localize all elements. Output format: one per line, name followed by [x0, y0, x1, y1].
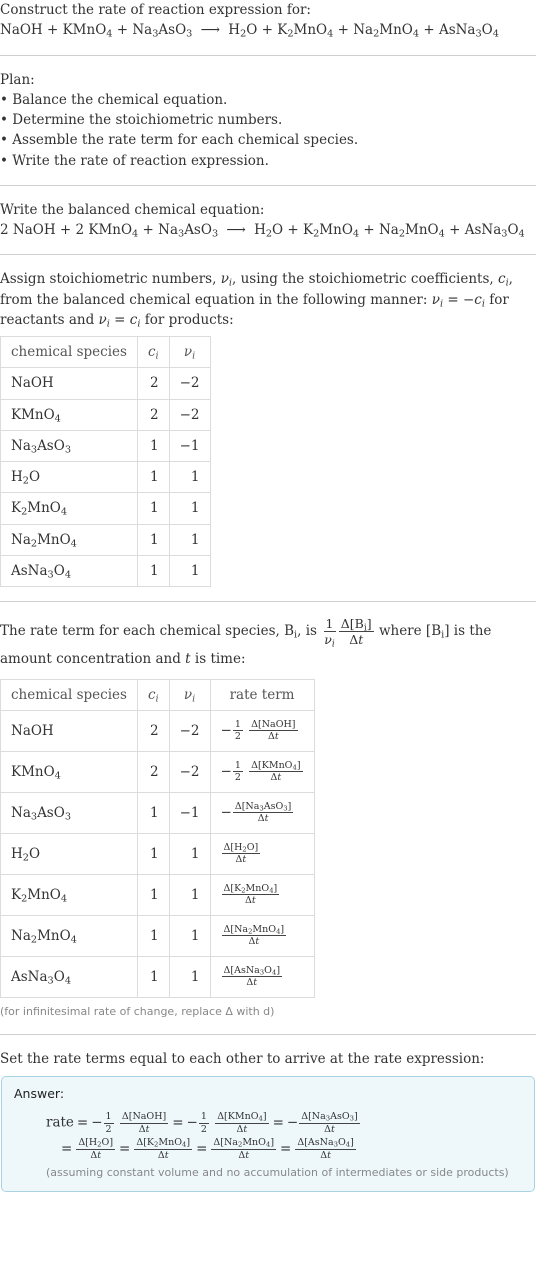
stoich-table: [0, 336, 211, 587]
rate-terms-table: [0, 679, 315, 998]
c-cell: 1: [137, 524, 169, 555]
plan-step: • Determine the stoichiometric numbers.: [0, 110, 536, 130]
balanced-equation: 2 NaOH + 2 KMnO$_4$ + $Na_3AsO_3$ ⟶ $H_2O + K_2MnO_4 + Na_2MnO_4$ + $AsNa_3O_4$: [0, 222, 525, 240]
rate-terms-text: The rate term for each chemical species, $B_i$, is $\frac{1}{\nu_i}$ $\frac{\Delta[B_i]}{\Delta t}$ where $[B_i]$ is the amount concentration and t is time:: [0, 616, 492, 667]
v-cell: −1: [169, 792, 210, 833]
c-cell: 2: [137, 710, 169, 751]
v-cell: 1: [169, 915, 210, 956]
table-header-row: [1, 337, 211, 368]
species-cell: $Na_2MnO_4$: [1, 915, 138, 956]
table-row: [1, 462, 211, 493]
divider: [0, 254, 536, 255]
assumption-note: (assuming constant volume and no accumulation of intermediates or side products): [46, 1165, 509, 1179]
divider: [0, 601, 536, 602]
col-v: $\nu_i$: [169, 337, 210, 368]
table-row: [1, 399, 211, 430]
v-cell: 1: [169, 956, 210, 997]
species-cell: NaOH: [1, 710, 138, 751]
rate-term-cell: − $\frac{1}{2}$ $\frac{\text{Δ[NaOH]}}{\Delta t}$: [210, 710, 314, 751]
v-cell: −2: [169, 710, 210, 751]
plan-step: • Write the rate of reaction expression.: [0, 151, 536, 171]
v-cell: 1: [169, 874, 210, 915]
col-v: $\nu_i$: [169, 679, 210, 710]
rate-term-cell: $\frac{\Delta[K_2MnO_4]}{\Delta t}$: [210, 874, 314, 915]
c-cell: 1: [137, 462, 169, 493]
v-cell: 1: [169, 833, 210, 874]
v-cell: −1: [169, 430, 210, 461]
species-cell: $Na_3AsO_3$: [1, 792, 138, 833]
plan-step: • Assemble the rate term for each chemical species.: [0, 130, 536, 150]
stoich-section: [0, 269, 536, 601]
rate-term-cell: $\frac{\Delta[Na_2MnO_4]}{\Delta t}$: [210, 915, 314, 956]
col-rate: rate term: [210, 679, 314, 710]
coefficient-kmno4: 2: [75, 222, 85, 238]
c-cell: 1: [137, 956, 169, 997]
c-cell: 2: [137, 399, 169, 430]
species-cell: $K_2MnO_4$: [1, 874, 138, 915]
v-cell: 1: [169, 524, 210, 555]
table-row: [1, 493, 211, 524]
col-species: chemical species: [1, 679, 138, 710]
table-row: [1, 430, 211, 461]
v-cell: 1: [169, 493, 210, 524]
species-cell: NaOH: [1, 368, 138, 399]
c-cell: 1: [137, 792, 169, 833]
v-cell: −2: [169, 399, 210, 430]
table-row: [1, 915, 315, 956]
intro-section: [0, 0, 536, 55]
v-cell: −2: [169, 368, 210, 399]
plan-list: [0, 90, 536, 171]
plan-section: [0, 70, 536, 185]
balanced-section: [0, 200, 536, 255]
final-heading: Set the rate terms equal to each other to arrive at the rate expression:: [0, 1051, 485, 1068]
infinitesimal-note: (for infinitesimal rate of change, replace Δ with d): [0, 1004, 275, 1018]
answer-box: [1, 1076, 535, 1193]
rate-term-cell: $\frac{\Delta[H_2O]}{\Delta t}$: [210, 833, 314, 874]
table-header-row: [1, 679, 315, 710]
rate-expression-line1: rate = − $\frac{1}{2}$ $\frac{\text{Δ[NaOH]}}{\Delta t}$ = − $\frac{1}{2}$ $\frac{\Delta[KMnO_4]}{\Delta t}$ = − $\frac{\Delta[Na_3AsO_3]}{\Delta t}$: [46, 1111, 358, 1135]
divider: [0, 185, 536, 186]
rate-term-cell: $\frac{\Delta[AsNa_3O_4]}{\Delta t}$: [210, 956, 314, 997]
c-cell: 2: [137, 368, 169, 399]
col-species: chemical species: [1, 337, 138, 368]
species-cell: $AsNa_3O_4$: [1, 956, 138, 997]
c-cell: 1: [137, 555, 169, 586]
table-row: [1, 555, 211, 586]
c-cell: 1: [137, 430, 169, 461]
plan-step: • Balance the chemical equation.: [0, 90, 536, 110]
species-cell: $H_2O$: [1, 462, 138, 493]
v-cell: 1: [169, 555, 210, 586]
c-cell: 1: [137, 833, 169, 874]
table-row: [1, 792, 315, 833]
species-cell: $Na_3AsO_3$: [1, 430, 138, 461]
c-cell: 2: [137, 751, 169, 792]
species-cell: $AsNa_3O_4$: [1, 555, 138, 586]
species-cell: $Na_2MnO_4$: [1, 524, 138, 555]
balanced-heading: Write the balanced chemical equation:: [0, 201, 265, 218]
final-section: [0, 1049, 536, 1192]
c-cell: 1: [137, 493, 169, 524]
c-cell: 1: [137, 874, 169, 915]
col-c: $c_i$: [137, 679, 169, 710]
table-row: [1, 956, 315, 997]
divider: [0, 1034, 536, 1035]
unbalanced-equation: NaOH + KMnO$_4$ + $Na_3AsO_3$ ⟶ $H_2O + K_2MnO_4 + Na_2MnO_4$ + $AsNa_3O_4$: [0, 22, 499, 40]
table-row: [1, 710, 315, 751]
col-c: $c_i$: [137, 337, 169, 368]
rate-terms-section: [0, 616, 536, 1034]
plan-heading: Plan:: [0, 71, 35, 88]
c-cell: 1: [137, 915, 169, 956]
intro-heading: Construct the rate of reaction expression for:: [0, 2, 311, 18]
divider: [0, 55, 536, 56]
rate-word: rate: [46, 1114, 74, 1131]
rate-term-cell: − $\frac{\Delta[Na_3AsO_3]}{\Delta t}$: [210, 792, 314, 833]
table-row: [1, 874, 315, 915]
species-cell: KMnO$_4$: [1, 751, 138, 792]
species-cell: $H_2O$: [1, 833, 138, 874]
rate-term-cell: − $\frac{1}{2}$ $\frac{\Delta[KMnO_4]}{\Delta t}$: [210, 751, 314, 792]
stoich-text: Assign stoichiometric numbers, $\nu_i$, using the stoichiometric coefficients, $c_i$, from the balanced chemical equation in the following manner: $\nu_i = -c_i$ for reactants and $\nu_i = c_i$ for products:: [0, 271, 513, 330]
answer-label: Answer:: [14, 1085, 65, 1101]
table-row: [1, 368, 211, 399]
coefficient-naoh: 2: [0, 222, 9, 238]
rate-expression-line2: = $\frac{\Delta[H_2O]}{\Delta t}$ = $\frac{\Delta[K_2MnO_4]}{\Delta t}$ = $\frac{\Delta[Na_2MnO_4]}{\Delta t}$ = $\frac{\Delta[AsNa_3O_4]}{\Delta t}$: [61, 1137, 354, 1161]
species-cell: KMnO$_4$: [1, 399, 138, 430]
species-cell: $K_2MnO_4$: [1, 493, 138, 524]
v-cell: 1: [169, 462, 210, 493]
table-row: [1, 524, 211, 555]
table-row: [1, 751, 315, 792]
table-row: [1, 833, 315, 874]
v-cell: −2: [169, 751, 210, 792]
